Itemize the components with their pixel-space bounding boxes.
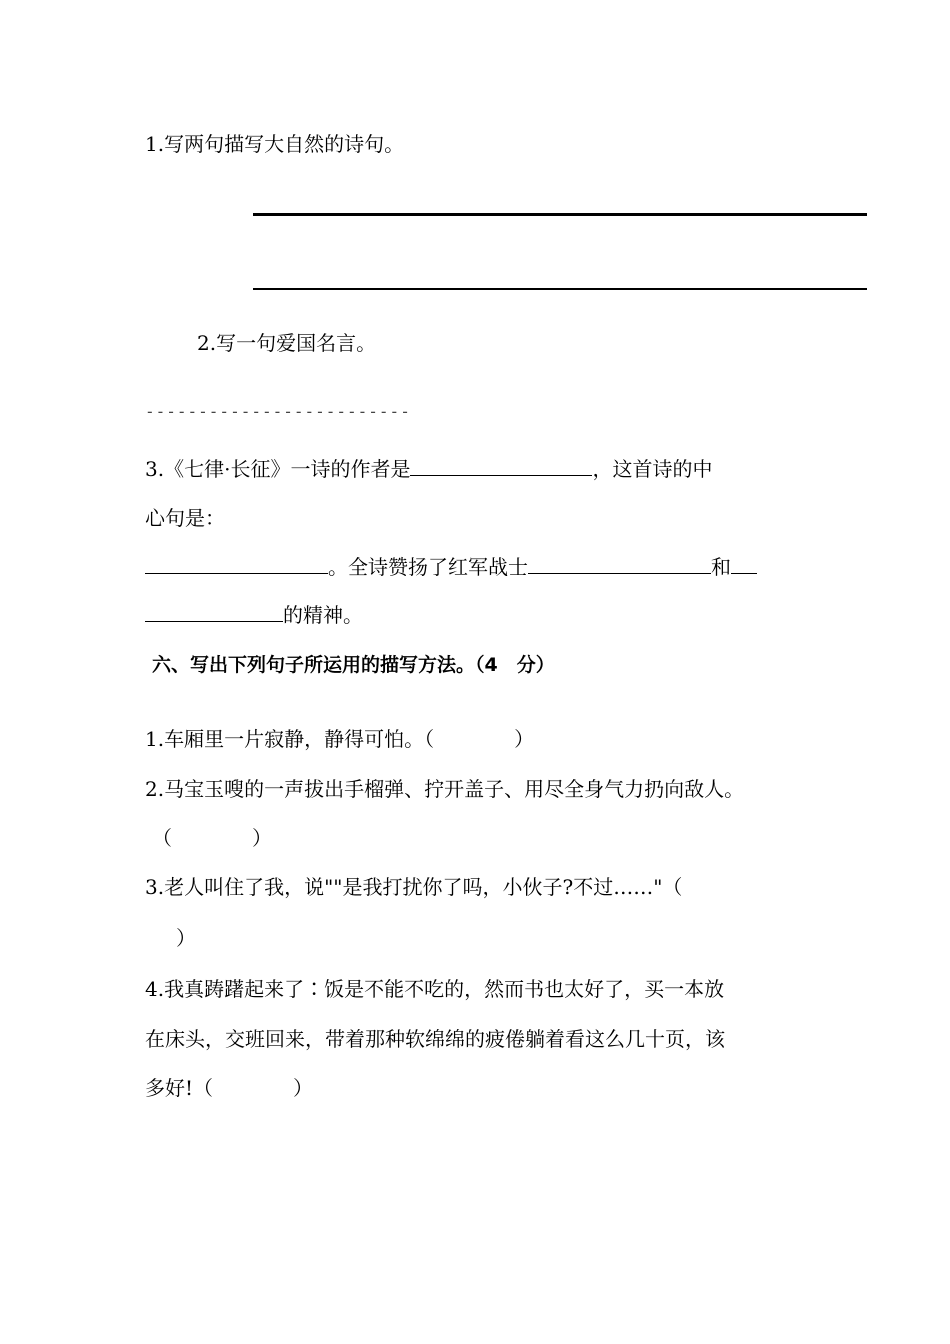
s6-item-1: 1.车厢里一片寂静，静得可怕。（ ） [145,727,535,751]
answer-line-1 [253,213,867,216]
s6-item-4-line-1: 4.我真踌躇起来了∶饭是不能不吃的，然而书也太好了，买一本放 [145,977,725,1001]
s6-item-3-line-1: 3.老人叫住了我，说""是我打扰你了吗，小伙子?不过……"（ [145,875,683,899]
s6-item-2-line-2: （ ） [152,826,272,850]
s6-item-4-line-2: 在床头，交班回来，带着那种软绵绵的疲倦躺着看这么几十页，该 [145,1027,725,1051]
answer-dashes: ------------------------- [145,402,411,421]
question-1: 1.写两句描写大自然的诗句。 [145,132,405,156]
q3-text-d: 和 [711,555,731,579]
s6-item-3-line-2: ） [176,926,196,950]
s6-item-2-line-1: 2.马宝玉嗖的一声拔出手榴弹、拧开盖子、用尽全身气力扔向敌人。 [145,777,745,801]
question-3-line-3 [145,551,757,581]
s6-item-4-line-3: 多好!（ ） [145,1076,314,1100]
central-line-blank[interactable] [145,551,328,574]
q3-text-b: ，这首诗的中 [592,457,713,481]
spirit-blank-2a[interactable] [731,551,757,574]
author-blank[interactable] [410,453,592,476]
answer-line-2 [253,288,867,290]
q3-text-c: 。全诗赞扬了红军战士 [328,555,528,579]
question-3-line-4 [145,599,363,629]
section-6-heading: 六、写出下列句子所运用的描写方法。（4 分） [152,654,555,676]
question-2: 2.写一句爱国名言。 [197,331,377,355]
q3-text-e: 的精神。 [283,603,363,627]
q3-text-a: 3.《七律·长征》一诗的作者是 [145,457,411,481]
spirit-blank-1[interactable] [528,551,711,574]
question-3-line-2: 心句是： [145,506,225,530]
spirit-blank-2b[interactable] [145,599,283,622]
question-3-line-1 [145,453,712,483]
